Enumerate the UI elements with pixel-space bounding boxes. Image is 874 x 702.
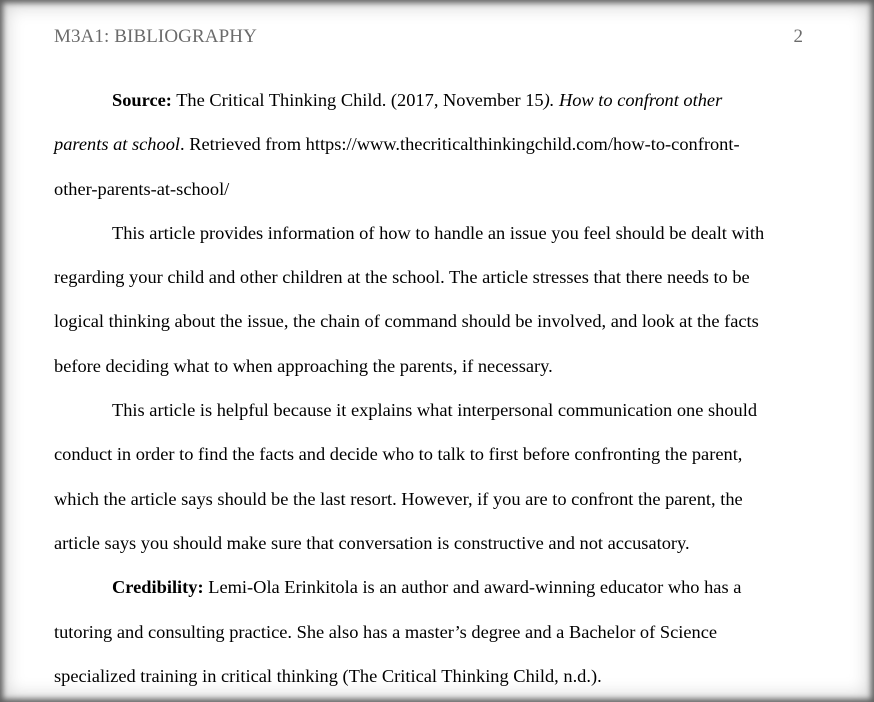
credibility-line-1: [54, 565, 814, 609]
source-line-3: other-parents-at-school/: [54, 178, 230, 199]
credibility-line-2: tutoring and consulting practice. She also has a master’s degree and a Bachelor of Science: [54, 621, 718, 642]
document-body: [54, 78, 814, 698]
source-line-1: [54, 78, 814, 122]
paragraph-1-line: logical thinking about the issue, the chain of command should be involved, and look at the facts: [54, 311, 759, 332]
paragraph-1-line: before deciding what to when approaching the parents, if necessary.: [54, 355, 553, 376]
paragraph-2-line: article says you should make sure that conversation is constructive and not accusatory.: [54, 532, 690, 553]
paragraph-2-line: which the article says should be the last resort. However, if you are to confront the parent, the: [54, 488, 743, 509]
source-retrieved-text: . Retrieved from https://www.thecriticalthinkingchild.com/how-to-confront-: [180, 134, 740, 155]
paragraph-1-line: regarding your child and other children at the school. The article stresses that there needs to be: [54, 267, 750, 288]
paragraph-2-line: conduct in order to find the facts and decide who to talk to first before confronting the parent,: [54, 444, 743, 465]
page-number: 2: [793, 26, 803, 47]
credibility-line-3: specialized training in critical thinking (The Critical Thinking Child, n.d.).: [54, 665, 602, 686]
running-head: M3A1: BIBLIOGRAPHY: [54, 26, 257, 47]
source-line-2: [54, 122, 814, 166]
paragraph-1-line: This article provides information of how to handle an issue you feel should be dealt with: [112, 222, 765, 243]
credibility-label: Credibility:: [112, 577, 204, 598]
paragraph-2-line: This article is helpful because it explains what interpersonal communication one should: [112, 400, 758, 421]
source-title-part-2: parents at school: [54, 134, 181, 155]
credibility-text-1: Lemi-Ola Erinkitola is an author and award-winning educator who has a: [203, 577, 742, 598]
source-text-1: The Critical Thinking Child. (2017, November 15: [171, 90, 544, 110]
source-label: Source:: [112, 90, 172, 110]
source-title-part-1: ). How to confront other: [543, 90, 723, 110]
